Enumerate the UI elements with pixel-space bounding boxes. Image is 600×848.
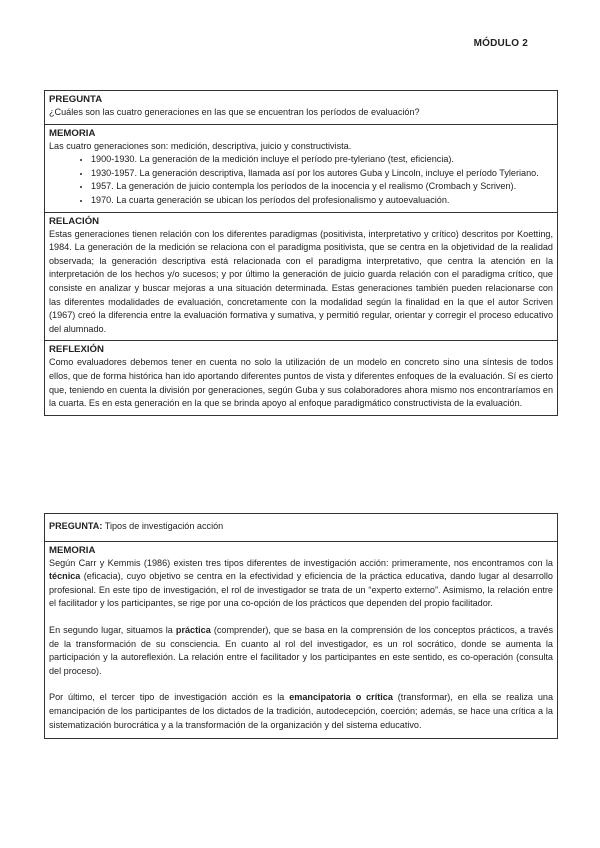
pregunta-heading: PREGUNTA: [49, 94, 103, 105]
reflexion-text: Como evaluadores debemos tener en cuenta no solo la utilización de un modelo en concreto sino una síntesis de todos ellos, que de forma histórica han ido aportando diferentes puntos de vista y diferentes enfoques de la evaluación. Sí es cierto que, teniendo en cuenta la división por generaciones, según Guba y sus colaboradores ahora mismo nos encontraríamos en la cuarta. Es en esta generación en la que se brinda apoyo al enfoque paradigmático constructivista de la evaluación.: [49, 357, 554, 409]
text-span: En segundo lugar, situamos la: [49, 624, 176, 635]
memoria-heading: MEMORIA: [49, 127, 96, 139]
term-tecnica: técnica: [49, 571, 81, 582]
relacion-heading: RELACIÓN: [49, 215, 100, 227]
text-span: Según Carr y Kemmis (1986) existen tres tipos diferentes de investigación acción: primeramente, nos encontramos con la: [49, 557, 553, 568]
paragraph-practica: [49, 624, 553, 678]
text-span: (eficacia), cuyo objetivo se centra en la efectividad y eficiencia de la práctica educativa, dando lugar al desarrollo profesional. En este tipo de investigación, el rol de investigador se trata de un “experto externo”. Asimismo, la relación entre el facilitador y los participantes, se rige por una co-opción de los prácticos que dependen del propio facilitador.: [49, 571, 553, 609]
pregunta-line: [49, 520, 553, 534]
reflexion-section: [45, 340, 557, 414]
text-span: (transformar), en ella se realiza una emancipación de los participantes de los dictados de la tradición, autodecepción, coerción; además, se hace una crítica a la sistematización burocrática y a la transformación de la organización y del sistema educativo.: [49, 692, 553, 730]
text-span: (comprender), que se basa en la comprensión de los conceptos prácticos, a través de la transformación de su consciencia. En cuanto al rol del investigador, es un rol socrático, donde se aumenta la participación y la autoreflexión. La relación entre el facilitador y los participantes en este sentido, es co-operación (consulta del proceso).: [49, 624, 553, 676]
list-item: • 1957. La generación de juicio contempla los períodos de la inocencia y el realismo (Crombach y Scriven).: [91, 180, 553, 194]
pregunta-text: ¿Cuáles son las cuatro generaciones en las que se encuentran los períodos de evaluación?: [49, 107, 420, 117]
relacion-text: Estas generaciones tienen relación con los diferentes paradigmas (positivista, interpretativo y crítico) descritos por Koetting, 1984. La generación de la medición se relaciona con el paradigma positivista, que se centra en la objetividad de la realidad observada; la generación descriptiva está relacionada con el paradigma interpretativo, que centra la atención en la interpretación de los hechos y/o sucesos; y por último la generación de juicio guarda relación con el paradigma crítico, que consiste en analizar y buscar mejoras a una situación determinada. Estas generaciones también pueden relacionarse con las diferentes modalidades de evaluación, concretamente con la modalidad según la finalidad en la que el autor Scriven (1967) creó la diferencia entre la evaluación formativa y sumativa, y permitió regular, orientar y corregir el proceso educativo del alumnado.: [49, 228, 553, 334]
pregunta-heading: PREGUNTA:: [49, 521, 103, 531]
text-span: Por último, el tercer tipo de investigación acción es la: [49, 692, 290, 703]
reflexion-heading: REFLEXIÓN: [49, 344, 104, 356]
memoria-heading: MEMORIA: [49, 544, 96, 556]
pregunta-text: Tipos de investigación acción: [102, 521, 224, 531]
relacion-section: [45, 212, 557, 341]
generations-list: [49, 153, 553, 207]
term-emancipatoria: emancipatoria o crítica: [289, 692, 393, 703]
memoria-section: [45, 541, 557, 739]
pregunta-section: [45, 91, 557, 124]
list-item: • 1930-1957. La generación descriptiva, llamada así por los autores Guba y Lincoln, incluye el período Tyleriano.: [91, 167, 553, 181]
memoria-section: [45, 124, 557, 212]
question-box-generations: [44, 90, 558, 416]
question-box-action-research: [44, 513, 558, 739]
pregunta-section: [45, 514, 557, 541]
module-label: MÓDULO 2: [473, 38, 528, 49]
list-item: • 1900-1930. La generación de la medición incluye el período pre-tyleriano (test, eficiencia).: [91, 153, 553, 167]
list-item: • 1970. La cuarta generación se ubican los períodos del profesionalismo y autoevaluación.: [91, 194, 553, 208]
memoria-intro: Las cuatro generaciones son: medición, descriptiva, juicio y constructivista.: [49, 140, 352, 151]
term-practica: práctica: [175, 624, 211, 635]
paragraph-emancipatoria: [49, 691, 553, 732]
paragraph-tecnica: [49, 557, 553, 611]
